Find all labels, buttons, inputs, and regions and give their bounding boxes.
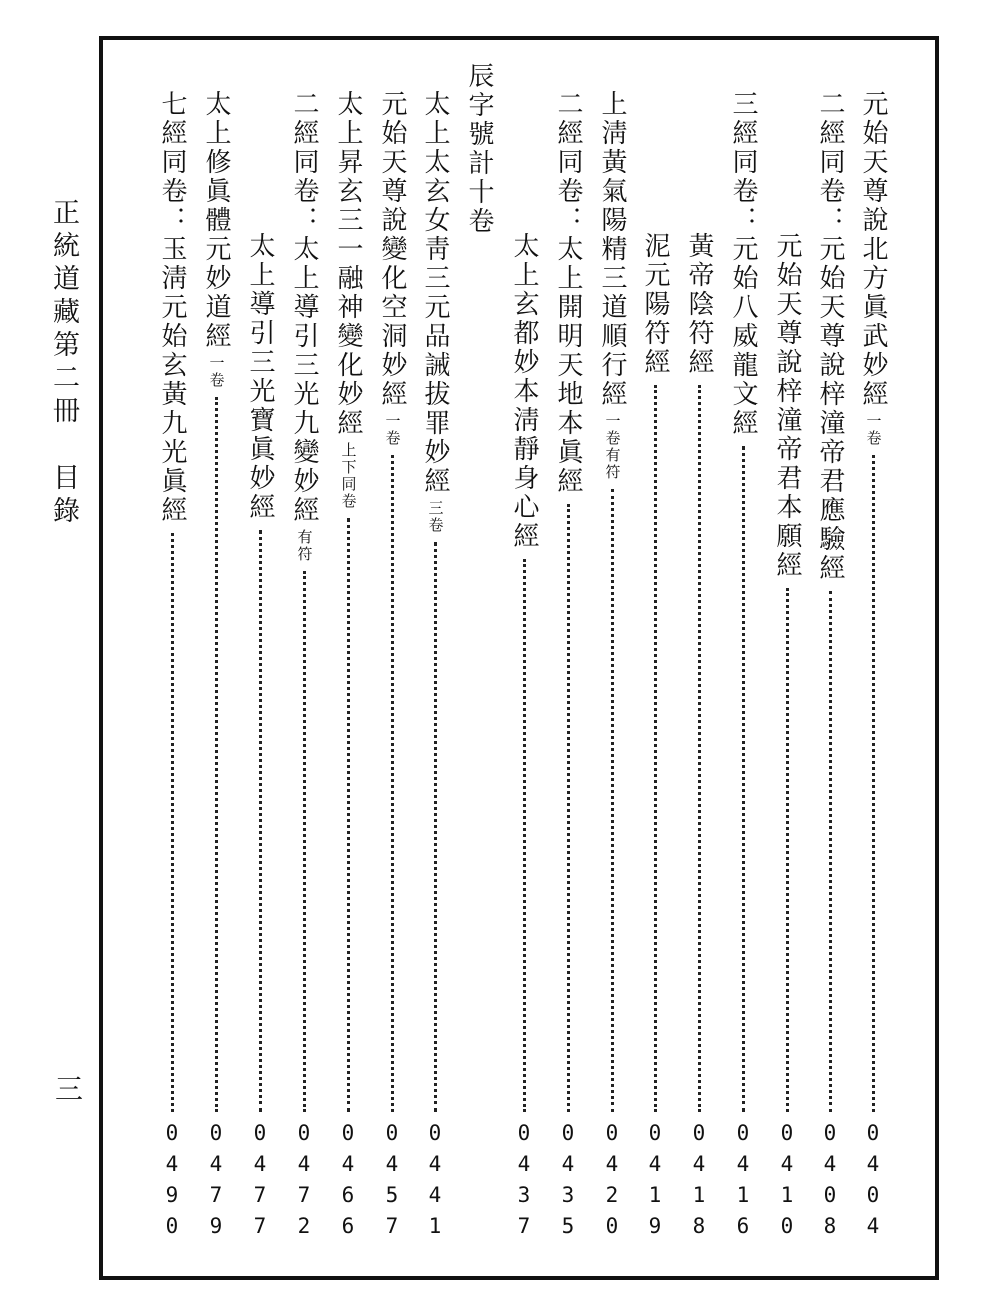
entry-title: 七經同卷：玉淸元始玄黃九光眞經 <box>157 90 187 525</box>
entry-page: 0 4 7 9 <box>209 1121 223 1238</box>
folio <box>51 1074 84 1102</box>
entry-note: 一卷 <box>864 413 883 447</box>
dot-leader <box>347 518 350 1112</box>
entry-title: 太上導引三光寶眞妙經 <box>245 232 275 522</box>
entry-title: 泥元陽符經 <box>640 232 670 377</box>
entry-title: 黃帝陰符經 <box>684 232 714 377</box>
dot-leader <box>786 588 789 1112</box>
toc-entry <box>599 90 625 1242</box>
entry-page: 0 4 1 6 <box>736 1121 750 1238</box>
dot-leader <box>829 591 832 1112</box>
entry-title: 三經同卷：元始八威龍文經 <box>728 90 758 438</box>
entry-note: 一卷 <box>383 413 402 447</box>
entry-title: 二經同卷：太上導引三光九變妙經 <box>289 90 319 525</box>
entry-title: 上淸黃氣陽精三道順行經 <box>597 90 627 409</box>
entry-page: 0 4 0 4 <box>866 1121 880 1238</box>
dot-leader <box>434 542 437 1112</box>
entry-page: 0 4 9 0 <box>165 1121 179 1238</box>
entry-page: 0 4 7 2 <box>297 1121 311 1238</box>
entry-page: 0 4 4 1 <box>428 1121 442 1238</box>
entry-page: 0 4 1 8 <box>692 1121 706 1238</box>
entry-note: 一卷 <box>207 355 226 389</box>
toc-entry <box>203 90 229 1242</box>
entry-title: 元始天尊說變化空洞妙經 <box>377 90 407 409</box>
dot-leader <box>523 559 526 1112</box>
dot-leader <box>611 489 614 1112</box>
entry-title: 太上修眞體元妙道經 <box>201 90 231 351</box>
toc-entry <box>422 90 448 1242</box>
entry-note: 一卷有符 <box>603 413 622 481</box>
toc-entry <box>642 232 668 1242</box>
toc-entry <box>291 90 317 1242</box>
entry-title: 太上玄都妙本淸靜身心經 <box>509 232 539 551</box>
book-title: 正統道藏第二冊 <box>48 198 79 429</box>
entry-page: 0 4 0 8 <box>823 1121 837 1238</box>
entry-title: 二經同卷：太上開明天地本眞經 <box>553 90 583 496</box>
entry-title: 太上昇玄三一融神變化妙經 <box>333 90 363 438</box>
dot-leader <box>654 385 657 1112</box>
toc-entry <box>817 90 843 1242</box>
entry-page: 0 4 5 7 <box>385 1121 399 1238</box>
toc-entry <box>686 232 712 1242</box>
entry-page: 0 4 7 7 <box>253 1121 267 1238</box>
entry-note: 上下同卷 <box>339 442 358 510</box>
entry-page: 0 4 6 6 <box>341 1121 355 1238</box>
dot-leader <box>742 446 745 1112</box>
dot-leader <box>215 397 218 1112</box>
toc-entry <box>247 232 273 1242</box>
toc-entry <box>860 90 886 1242</box>
dot-leader <box>391 455 394 1112</box>
entry-title: 元始天尊說北方眞武妙經 <box>858 90 888 409</box>
entry-title: 太上太玄女靑三元品誡拔罪妙經 <box>420 90 450 496</box>
folio-number: 三 <box>51 1074 84 1102</box>
toc-entry <box>555 90 581 1242</box>
entry-note: 有符 <box>295 529 314 563</box>
entry-title: 二經同卷：元始天尊說梓潼帝君應驗經 <box>815 90 845 583</box>
dot-leader <box>259 530 262 1112</box>
entry-page: 0 4 2 0 <box>605 1121 619 1238</box>
dot-leader <box>171 533 174 1112</box>
dot-leader <box>872 455 875 1112</box>
toc-entry <box>159 90 185 1242</box>
toc-entry <box>774 232 800 1242</box>
running-title <box>50 198 77 529</box>
entry-page: 0 4 1 0 <box>780 1121 794 1238</box>
section-heading-text: 辰字號計十卷 <box>464 62 494 236</box>
dot-leader <box>567 504 570 1112</box>
entry-page: 0 4 3 7 <box>517 1121 531 1238</box>
toc-entry <box>730 90 756 1242</box>
toc-entry <box>379 90 405 1242</box>
section-heading <box>466 62 492 236</box>
section-title: 目錄 <box>48 463 79 529</box>
dot-leader <box>303 571 306 1112</box>
toc-entry <box>335 90 361 1242</box>
dot-leader <box>698 385 701 1112</box>
entry-page: 0 4 3 5 <box>561 1121 575 1238</box>
entry-title: 元始天尊說梓潼帝君本願經 <box>772 232 802 580</box>
entry-note: 三卷 <box>426 500 445 534</box>
entry-page: 0 4 1 9 <box>648 1121 662 1238</box>
toc-entry <box>511 232 537 1242</box>
